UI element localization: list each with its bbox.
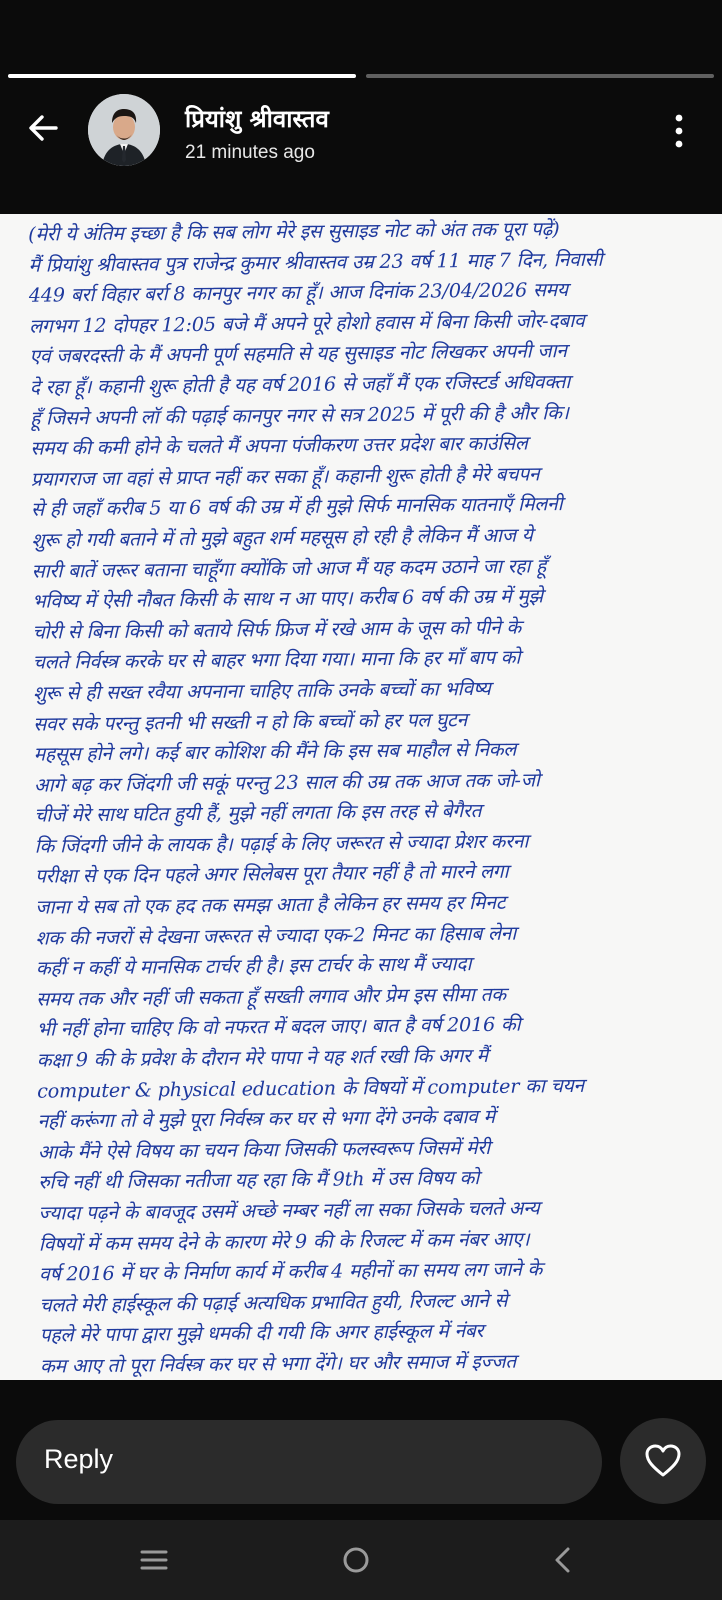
- avatar-photo: [88, 94, 160, 166]
- system-nav-bar: [0, 1520, 722, 1600]
- posted-time: 21 minutes ago: [185, 142, 315, 163]
- note-text: [0, 214, 722, 1380]
- note-line: भविष्य में ऐसी नौबत किसी के साथ न आ पाए। करीब 6 वर्ष की उम्र में मुझे: [31, 584, 543, 613]
- note-line: महसूस होने लगे। कई बार कोशिश की मैंने कि इस सब माहौल से निकल: [33, 737, 517, 766]
- story-progress: [8, 74, 714, 78]
- note-line: कि जिंदगी जीने के लायक है। पढ़ाई के लिए जरूरत से ज्यादा प्रेशर करना: [34, 829, 529, 858]
- note-line: सवर सके परन्तु इतनी भी सख्ती न हो कि बच्चों को हर पल घुटन: [33, 707, 468, 736]
- note-line: कम आए तो पूरा निर्वस्त्र कर घर से भगा देंगे। घर और समाज में इज्जत: [39, 1349, 517, 1378]
- note-line: शुरू हो गयी बताने में तो मुझे बहुत शर्म महसूस हो रही है लेकिन मैं आज ये: [31, 523, 533, 552]
- home-icon[interactable]: [338, 1542, 374, 1578]
- note-line: (मेरी ये अंतिम इच्छा है कि सब लोग मेरे इस सुसाइड नोट को अंत तक पूरा पढ़ें): [28, 217, 560, 246]
- note-line: चलते मेरी हाईस्कूल की पढ़ाई अत्यधिक प्रभावित हुयी, रिजल्ट आने से: [39, 1288, 508, 1317]
- note-line: परीक्षा से एक दिन पहले अगर सिलेबस पूरा तैयार नहीं है तो मारने लगा: [34, 860, 509, 889]
- note-line: कहीं न कहीं ये मानसिक टार्चर ही है। इस टार्चर के साथ मैं ज्यादा: [35, 952, 472, 980]
- note-line: वर्ष 2016 में घर के निर्माण कार्य में करीब 4 महीनों का समय लग जाने के: [38, 1257, 543, 1286]
- note-line: सारी बातें जरूर बताना चाहूँगा क्योंकि जो आज मैं यह कदम उठाने जा रहा हूँ: [31, 553, 547, 583]
- note-line: जाना ये सब तो एक हद तक समझ आता है लेकिन हर समय हर मिनट: [35, 890, 506, 919]
- note-line: पहले मेरे पापा द्वारा मुझे धमकी दी गयी कि अगर हाईस्कूल में नंबर: [39, 1319, 484, 1348]
- note-line: ज्यादा पढ़ने के बावजूद उसमें अच्छे नम्बर नहीं ला सका जिसके चलते अन्य: [38, 1196, 540, 1225]
- note-line: हूँ जिसने अपनी लॉ की पढ़ाई कानपुर नगर से सत्र 2025 में पूरी की है और कि।: [30, 400, 569, 430]
- note-line: चीजें मेरे साथ घटित हुयी हैं, मुझे नहीं लगता कि इस तरह से बेगैरत: [34, 799, 482, 827]
- note-line: computer & physical education के विषयों में computer का चयन: [37, 1073, 585, 1103]
- heart-icon: [644, 1443, 682, 1479]
- story-header: [0, 92, 722, 172]
- note-line: नहीं करूंगा तो वे मुझे पूरा निर्वस्त्र कर घर से भगा देंगे उनके दबाव में: [37, 1105, 495, 1133]
- story-image-handwritten-note: [0, 214, 722, 1380]
- note-line: चलते निर्वस्त्र करके घर से बाहर भगा दिया गया। माना कि हर माँ बाप को: [32, 645, 521, 674]
- note-line: चोरी से बिना किसी को बताये सिर्फ फ्रिज में रखे आम के जूस को पीने के: [32, 615, 522, 644]
- note-line: प्रयागराज जा वहां से प्राप्त नहीं कर सका हूँ। कहानी शुरू होती है मेरे बचपन: [30, 462, 540, 491]
- note-line: समय की कमी होने के चलते मैं अपना पंजीकरण उत्तर प्रदेश बार काउंसिल: [30, 431, 528, 460]
- note-line: लगभग 12 दोपहर 12:05 बजे मैं अपने पूरे होशो हवास में बिना किसी जोर-दबाव: [29, 308, 585, 338]
- recents-icon[interactable]: [136, 1542, 172, 1578]
- reply-input[interactable]: [16, 1420, 602, 1504]
- note-line: रुचि नहीं थी जिसका नतीजा यह रहा कि मैं 9th में उस विषय को: [38, 1166, 480, 1195]
- progress-segment-2: [366, 74, 714, 78]
- note-line: समय तक और नहीं जी सकता हूँ सख्ती लगाव और प्रेम इस सीमा तक: [36, 982, 506, 1011]
- note-line: मैं प्रियांशु श्रीवास्तव पुत्र राजेन्द्र कुमार श्रीवास्तव उम्र 23 वर्ष 11 माह 7 दिन, निवासी: [28, 247, 603, 277]
- note-line: 449 बर्रा विहार बर्रा 8 कानपुर नगर का हूँ। आज दिनांक 23/04/2026 समय: [28, 278, 569, 307]
- note-line: से ही जहाँ करीब 5 या 6 वर्ष की उम्र में ही मुझे सिर्फ मानसिक यातनाएँ मिलनी: [30, 492, 563, 522]
- note-line: एवं जबरदस्ती के मैं अपनी पूर्ण सहमति से यह सुसाइड नोट लिखकर अपनी जान: [29, 339, 567, 369]
- progress-segment-1: [8, 74, 356, 78]
- note-line: आके मैंने ऐसे विषय का चयन किया जिसकी फलस्वरूप जिसमें मेरी: [37, 1135, 491, 1164]
- note-line: दे रहा हूँ। कहानी शुरू होती है यह वर्ष 2016 से जहाँ मैं एक रजिस्टर्ड अधिवक्ता: [29, 370, 571, 399]
- note-line: भी नहीं होना चाहिए कि वो नफरत में बदल जाए। बात है वर्ष 2016 की: [36, 1013, 521, 1042]
- note-line: आगे बढ़ कर जिंदगी जी सकूं परन्तु 23 साल की उम्र तक आज तक जो-जो: [33, 768, 540, 797]
- note-line: शुरू से ही सख्त रवैया अपनाना चाहिए ताकि उनके बच्चों का भविष्य: [32, 676, 491, 705]
- user-name[interactable]: प्रियांशु श्रीवास्तव: [185, 105, 329, 133]
- avatar[interactable]: [88, 94, 160, 166]
- reply-placeholder: Reply: [44, 1444, 114, 1474]
- more-vertical-icon[interactable]: [674, 114, 684, 148]
- note-line: कक्षा 9 की के प्रवेश के दौरान मेरे पापा ने यह शर्त रखी कि अगर मैं: [36, 1043, 488, 1072]
- note-line: विषयों में कम समय देने के कारण मेरे 9 की के रिजल्ट में कम नंबर आए।: [38, 1227, 530, 1256]
- back-icon[interactable]: [546, 1542, 582, 1578]
- back-arrow-icon[interactable]: [22, 106, 66, 150]
- note-line: शक की नजरों से देखना जरूरत से ज्यादा एक-2 मिनट का हिसाब लेना: [35, 921, 517, 950]
- like-button[interactable]: [620, 1418, 706, 1504]
